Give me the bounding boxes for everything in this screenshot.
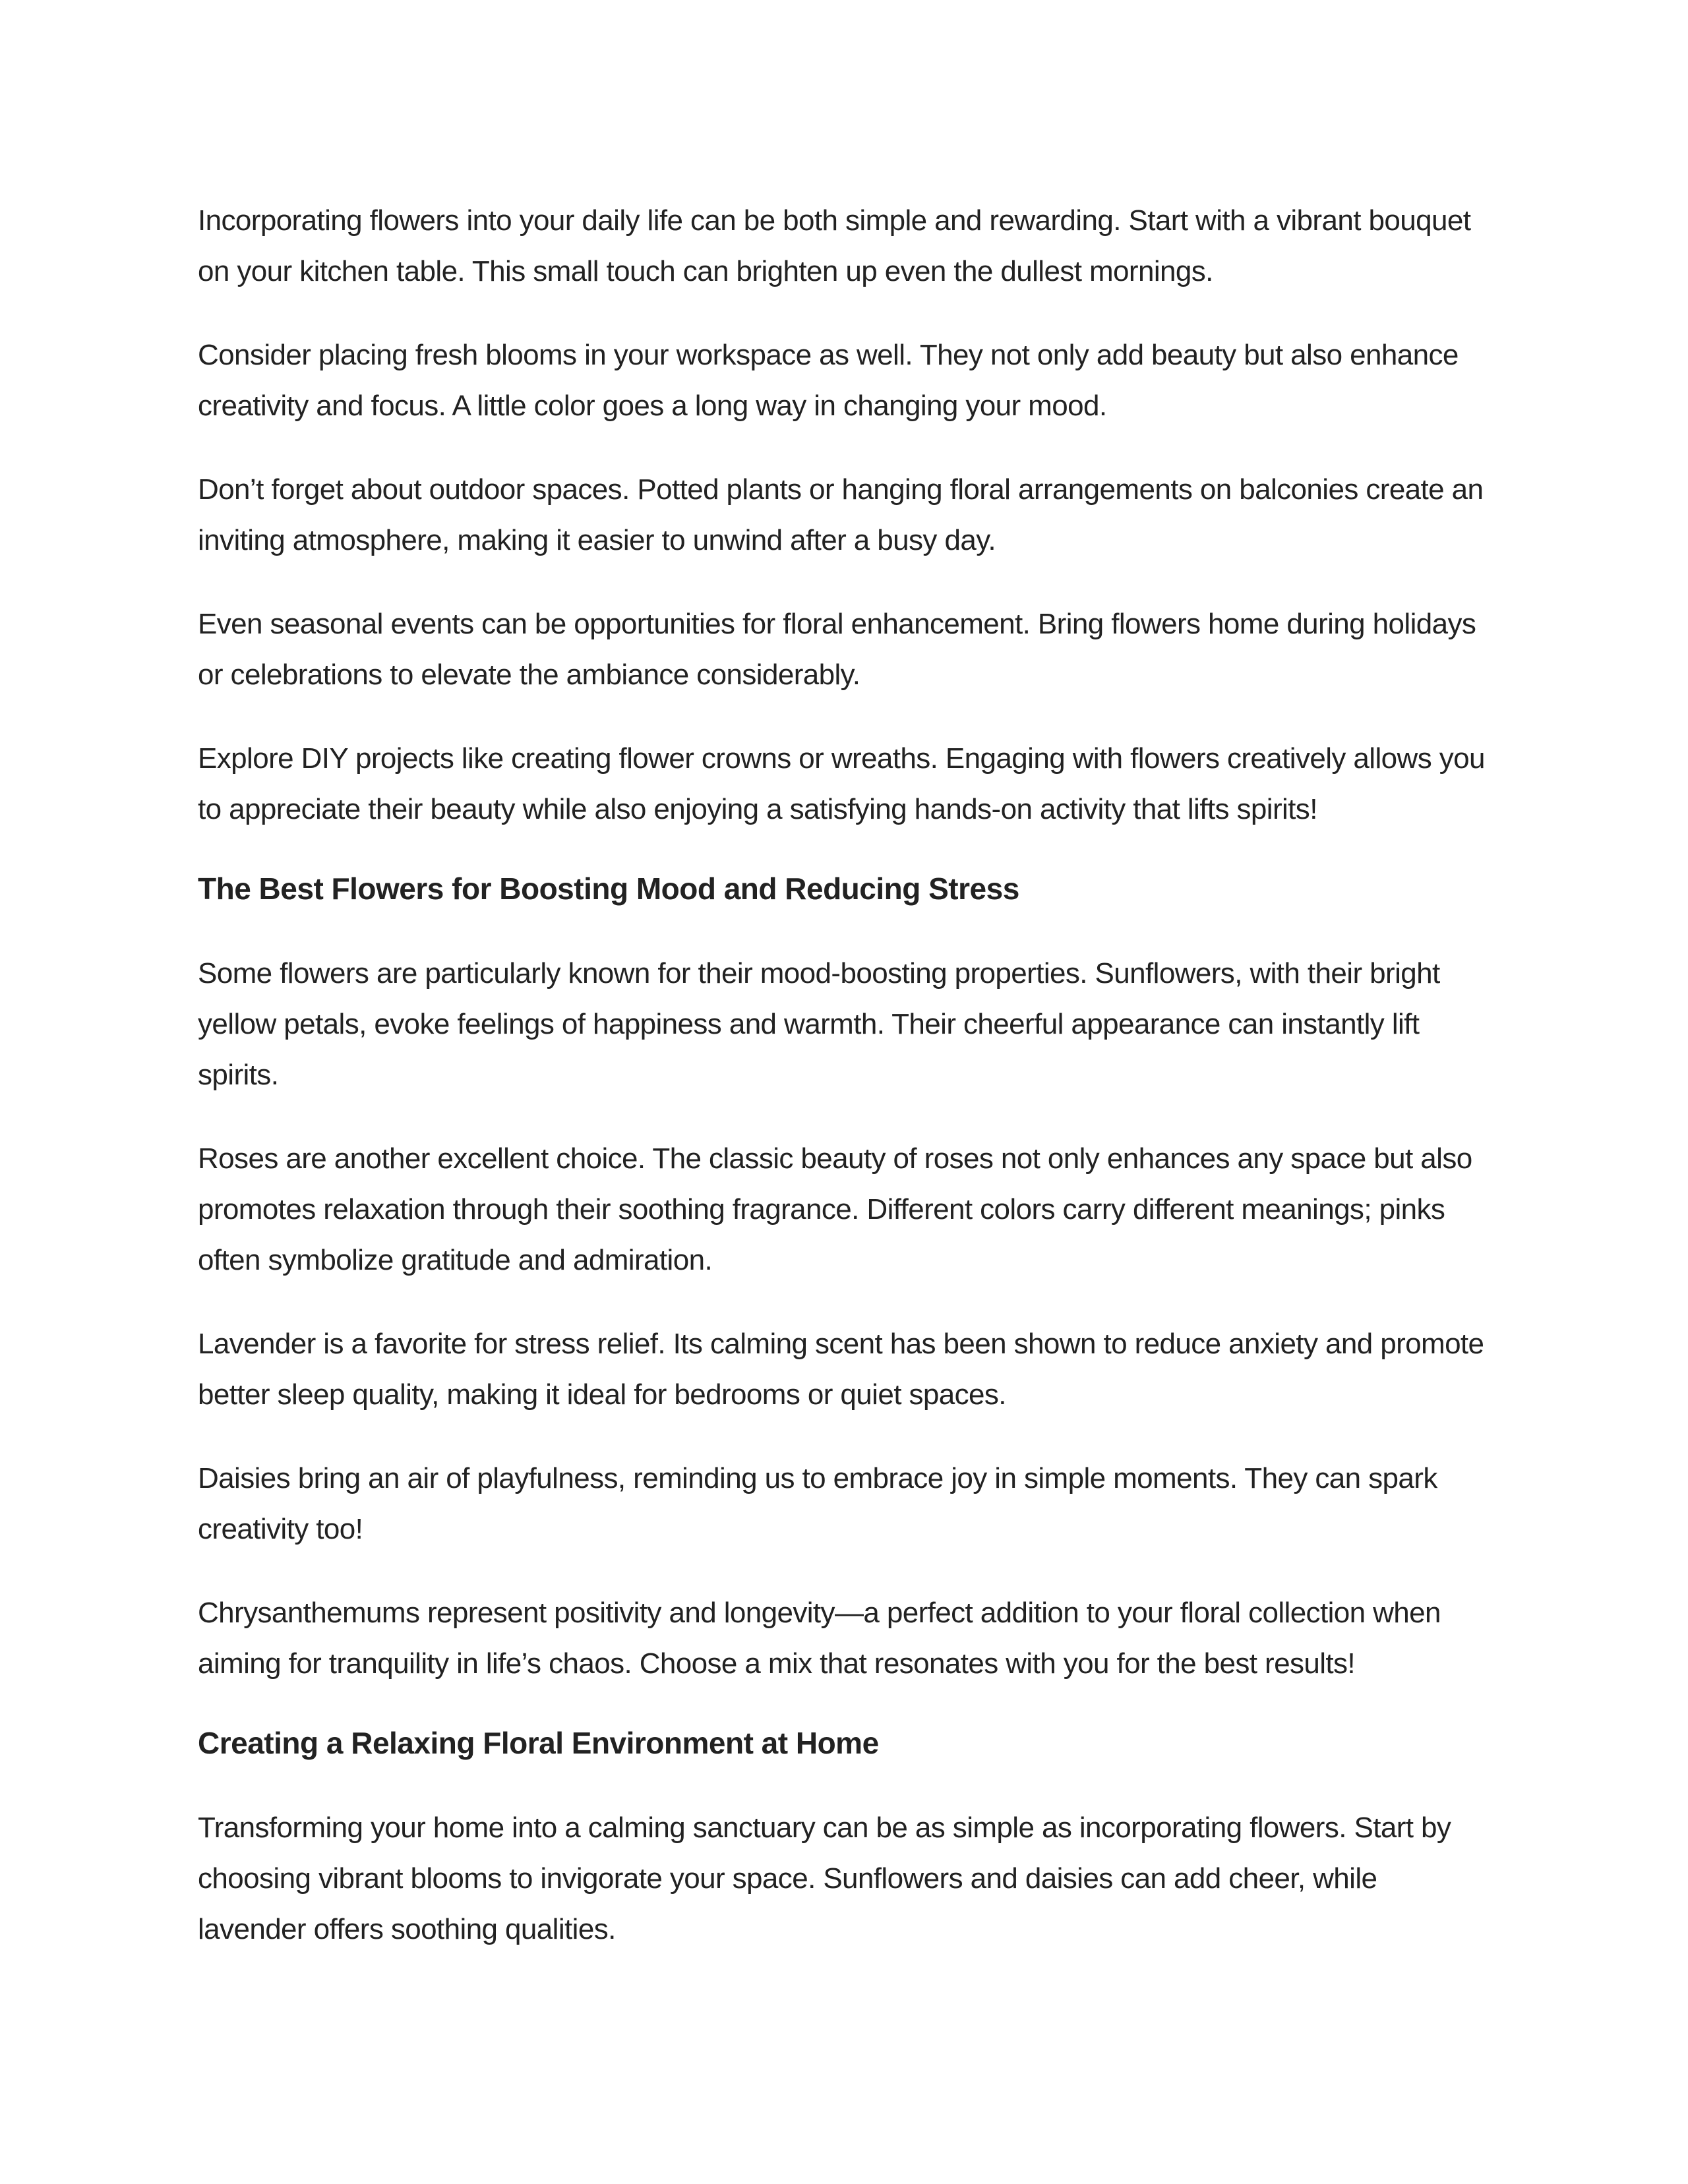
heading-relaxing-environment: Creating a Relaxing Floral Environment at Home	[198, 1726, 879, 1760]
heading-best-flowers: The Best Flowers for Boosting Mood and Reducing Stress	[198, 871, 1019, 906]
paragraph-sunflowers: Some flowers are particularly known for their mood-boosting properties. Sunflowers, with their bright yellow petals, evoke feelings of happiness and warmth. Their cheerful appearance can instantly lift spirits.	[198, 957, 1440, 1091]
paragraph-roses: Roses are another excellent choice. The classic beauty of roses not only enhances any space but also promotes relaxation through their soothing fragrance. Different colors carry different meanings; pinks often symbolize gratitude and admiration.	[198, 1142, 1472, 1276]
paragraph-home-sanctuary: Transforming your home into a calming sanctuary can be as simple as incorporating flowers. Start by choosing vibrant blooms to invigorate your space. Sunflowers and daisies can add cheer, while lavender offers soothing qualities.	[198, 1812, 1451, 1945]
paragraph-chrysanthemums: Chrysanthemums represent positivity and longevity—a perfect addition to your floral collection when aiming for tranquility in life’s chaos. Choose a mix that resonates with you for the best results!	[198, 1597, 1441, 1680]
paragraph-daisies: Daisies bring an air of playfulness, reminding us to embrace joy in simple moments. They can spark creativity too!	[198, 1462, 1437, 1545]
paragraph-outdoor-spaces: Don’t forget about outdoor spaces. Potted plants or hanging floral arrangements on balconies create an inviting atmosphere, making it easier to unwind after a busy day.	[198, 473, 1484, 556]
paragraph-diy-projects: Explore DIY projects like creating flower crowns or wreaths. Engaging with flowers creatively allows you to appreciate their beauty while also enjoying a satisfying hands-on activity that lifts spirits!	[198, 742, 1485, 825]
paragraph-lavender: Lavender is a favorite for stress relief. Its calming scent has been shown to reduce anxiety and promote better sleep quality, making it ideal for bedrooms or quiet spaces.	[198, 1328, 1484, 1411]
paragraph-seasonal-events: Even seasonal events can be opportunities for floral enhancement. Bring flowers home during holidays or celebrations to elevate the ambiance considerably.	[198, 608, 1476, 691]
paragraph-workspace: Consider placing fresh blooms in your workspace as well. They not only add beauty but also enhance creativity and focus. A little color goes a long way in changing your mood.	[198, 339, 1459, 422]
document-page	[198, 195, 1490, 1988]
paragraph-daily-life: Incorporating flowers into your daily life can be both simple and rewarding. Start with a vibrant bouquet on your kitchen table. This small touch can brighten up even the dullest mornings.	[198, 204, 1471, 287]
